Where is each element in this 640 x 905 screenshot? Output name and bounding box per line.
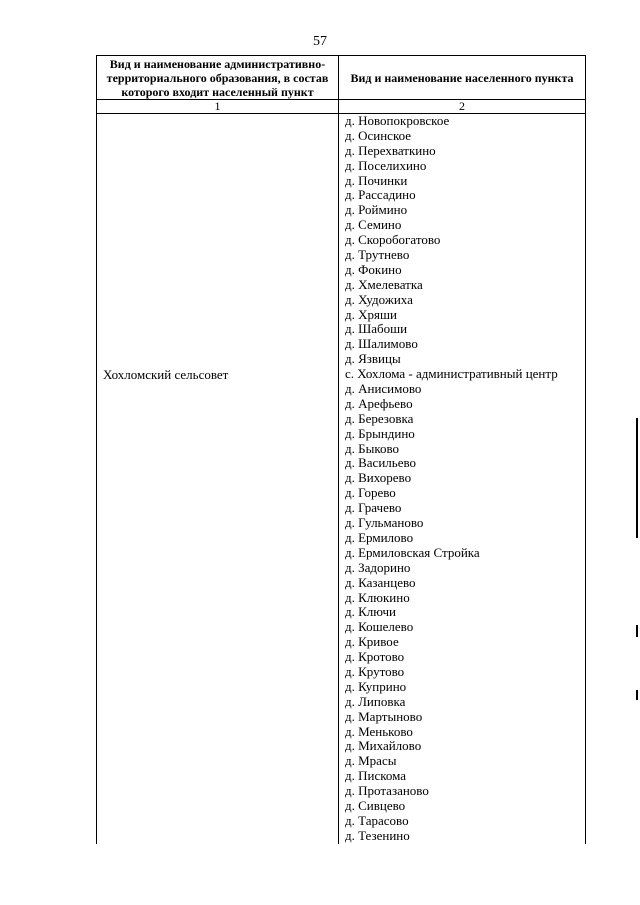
page-number: 57 bbox=[313, 34, 327, 49]
column-number-1: 1 bbox=[97, 100, 339, 114]
settlement-item: д. Перехваткино bbox=[345, 142, 436, 158]
settlement-item: д. Ключи bbox=[345, 604, 396, 620]
settlement-item: д. Клюкино bbox=[345, 589, 410, 605]
settlement-item: с. Хохлома - административный центр bbox=[345, 366, 558, 382]
settlement-item: д. Михайлово bbox=[345, 738, 422, 754]
settlement-item: д. Ермилово bbox=[345, 529, 414, 545]
header-col-settlement: Вид и наименование населенного пункта bbox=[339, 56, 586, 100]
settlement-item: д. Горево bbox=[345, 485, 396, 501]
settlement-item: д. Починки bbox=[345, 172, 408, 188]
settlement-item: д. Березовка bbox=[345, 410, 414, 426]
settlement-item: д. Роймино bbox=[345, 202, 408, 218]
settlement-item: д. Семино bbox=[345, 217, 402, 233]
settlement-item: д. Быково bbox=[345, 440, 400, 456]
settlement-item: д. Арефьево bbox=[345, 395, 413, 411]
settlement-item: д. Мартыново bbox=[345, 708, 423, 724]
settlement-item: д. Сивцево bbox=[345, 797, 406, 813]
settlements-cell bbox=[339, 114, 586, 844]
settlement-item: д. Хмелеватка bbox=[345, 276, 423, 292]
settlement-item: д. Анисимово bbox=[345, 381, 422, 397]
settlement-item: д. Скоробогатово bbox=[345, 232, 441, 248]
settlement-item: д. Куприно bbox=[345, 678, 407, 694]
settlement-item: д. Кривое bbox=[345, 634, 399, 650]
settlement-item: д. Новопокровское bbox=[345, 113, 450, 128]
settlement-item: д. Ермиловская Стройка bbox=[345, 544, 480, 560]
settlement-item: д. Рассадино bbox=[345, 187, 416, 203]
table-header-row bbox=[97, 56, 586, 100]
settlement-item: д. Кротово bbox=[345, 649, 405, 665]
settlement-item: д. Васильево bbox=[345, 455, 417, 471]
settlement-item: д. Вихорево bbox=[345, 470, 412, 486]
settlement-item: д. Шалимово bbox=[345, 336, 418, 352]
settlement-item: д. Крутово bbox=[345, 663, 405, 679]
settlement-item: д. Тезенино bbox=[345, 827, 410, 843]
settlement-item: д. Меньково bbox=[345, 723, 413, 739]
column-number-row bbox=[97, 100, 586, 114]
settlements-table bbox=[96, 55, 586, 844]
settlements-list bbox=[339, 114, 585, 844]
header-col-subject: Вид и наименование административно-территориального образования, в состав которого входит населенный пункт bbox=[97, 56, 339, 100]
settlement-item: д. Протазаново bbox=[345, 783, 429, 799]
settlement-item: д. Липовка bbox=[345, 693, 406, 709]
settlement-item: д. Язвицы bbox=[345, 351, 401, 367]
settlement-item: д. Поселихино bbox=[345, 157, 427, 173]
settlement-item: д. Мрасы bbox=[345, 753, 397, 769]
settlement-item: д. Трутнево bbox=[345, 247, 410, 263]
subject-name: Хохломский сельсовет bbox=[103, 367, 229, 382]
settlement-item: д. Фокино bbox=[345, 261, 402, 277]
settlement-item: д. Брындино bbox=[345, 425, 415, 441]
settlement-item: д. Пискома bbox=[345, 768, 407, 784]
settlement-item: д. Задорино bbox=[345, 559, 411, 575]
settlement-item: д. Шабоши bbox=[345, 321, 408, 337]
settlement-item: д. Хряши bbox=[345, 306, 397, 322]
subject-cell bbox=[97, 114, 339, 844]
settlement-item: д. Художиха bbox=[345, 291, 413, 307]
settlement-item: д. Грачево bbox=[345, 500, 402, 516]
settlement-item: д. Осинское bbox=[345, 127, 412, 143]
table-row bbox=[97, 114, 586, 844]
settlement-item: д. Казанцево bbox=[345, 574, 416, 590]
settlement-item: д. Кошелево bbox=[345, 619, 414, 635]
settlement-item: д. Гульманово bbox=[345, 515, 424, 531]
column-number-2: 2 bbox=[339, 100, 586, 114]
settlement-item: д. Тарасово bbox=[345, 812, 409, 828]
